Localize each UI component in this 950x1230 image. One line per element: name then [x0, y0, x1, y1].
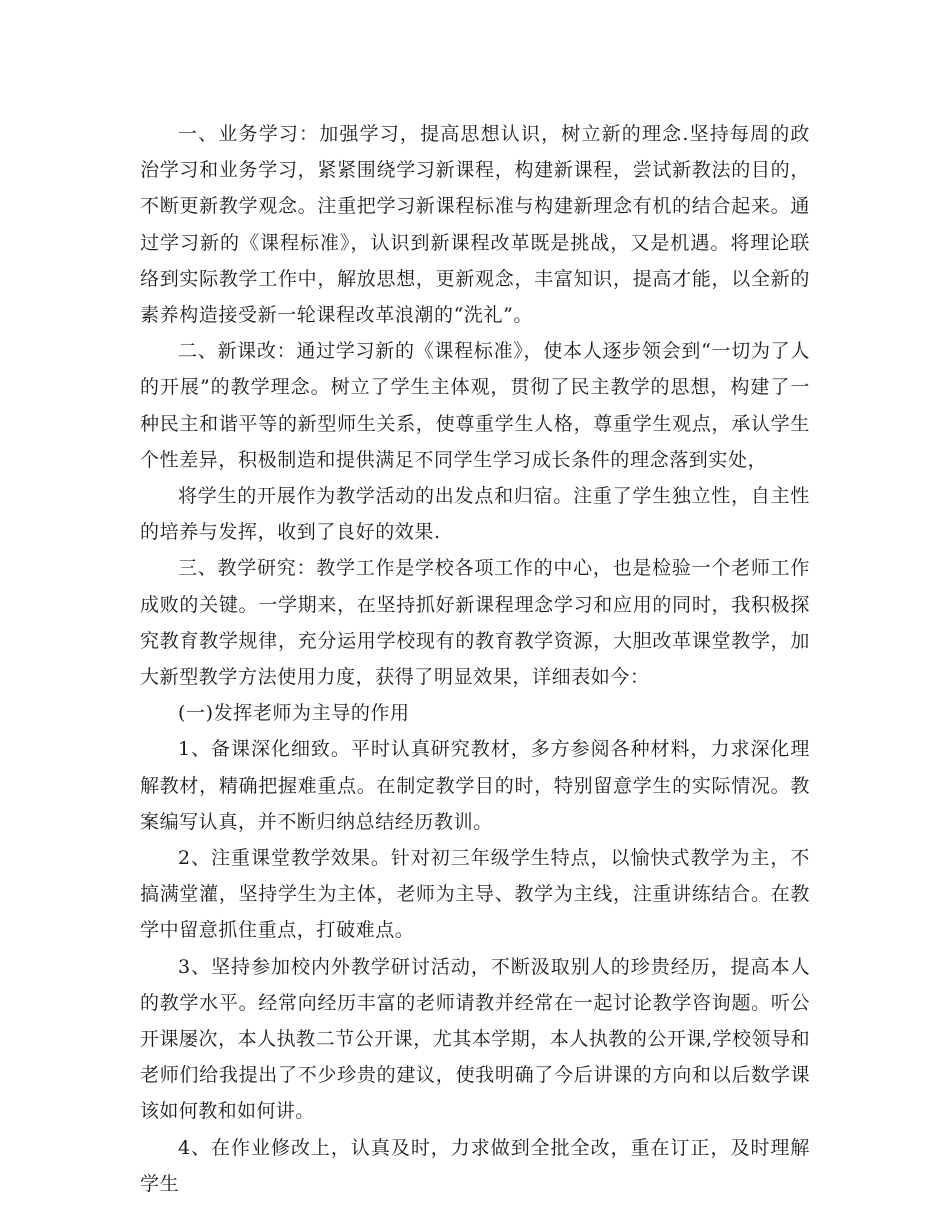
document-page	[140, 116, 810, 1202]
paragraph-business-study: 一、业务学习：加强学习，提高思想认识，树立新的理念.坚持每周的政治学习和业务学习，紧紧围绕学习新课程，构建新课程，尝试新教法的目的，不断更新教学观念。注重把学习新课程标准与构建新理念有机的结合起来。通过学习新的《课程标准》，认识到新课程改革既是挑战，又是机遇。将理论联络到实际教学工作中，解放思想，更新观念，丰富知识，提高才能，以全新的素养构造接受新一轮课程改革浪潮的“洗礼”。	[140, 123, 810, 327]
paragraph-subheading-teacher-role: (一)发挥老师为主导的作用	[178, 702, 410, 725]
paragraph-student-development: 将学生的开展作为教学活动的出发点和归宿。注重了学生独立性，自主性的培养与发挥，收到了良好的效果.	[140, 485, 810, 544]
paragraph-item-2-classroom-effect: 2、注重课堂教学效果。针对初三年级学生特点，以愉快式教学为主，不搞满堂灌，坚持学生为主体，老师为主导、教学为主线，注重讲练结合。在教学中留意抓住重点，打破难点。	[140, 847, 810, 942]
paragraph-teaching-research: 三、教学研究：教学工作是学校各项工作的中心，也是检验一个老师工作成败的关键。一学期来，在坚持抓好新课程理念学习和应用的同时，我积极探究教育教学规律，充分运用学校现有的教育教学资源，大胆改革课堂教学，加大新型教学方法使用力度，获得了明显效果，详细表如今：	[140, 557, 810, 689]
paragraph-new-curriculum-reform: 二、新课改：通过学习新的《课程标准》，使本人逐步领会到“一切为了人的开展”的教学理念。树立了学生主体观，贯彻了民主教学的思想，构建了一种民主和谐平等的新型师生关系，使尊重学生人格，尊重学生观点，承认学生个性差异，积极制造和提供满足不同学生学习成长条件的理念落到实处，	[140, 340, 810, 471]
paragraph-item-4-homework: 4、在作业修改上，认真及时，力求做到全批全改，重在订正，及时理解学生	[140, 1136, 810, 1195]
paragraph-item-1-lesson-prep: 1、备课深化细致。平时认真研究教材，多方参阅各种材料，力求深化理解教材，精确把握难重点。在制定教学目的时，特别留意学生的实际情况。教案编写认真，并不断归纳总结经历教训。	[140, 738, 810, 833]
paragraph-item-3-research-activities: 3、坚持参加校内外教学研讨活动，不断汲取别人的珍贵经历，提高本人的教学水平。经常向经历丰富的老师请教并经常在一起讨论教学咨询题。听公开课屡次，本人执教二节公开课，尤其本学期，本人执教的公开课,学校领导和老师们给我提出了不少珍贵的建议，使我明确了今后讲课的方向和以后数学课该如何教和如何讲。	[140, 955, 810, 1123]
